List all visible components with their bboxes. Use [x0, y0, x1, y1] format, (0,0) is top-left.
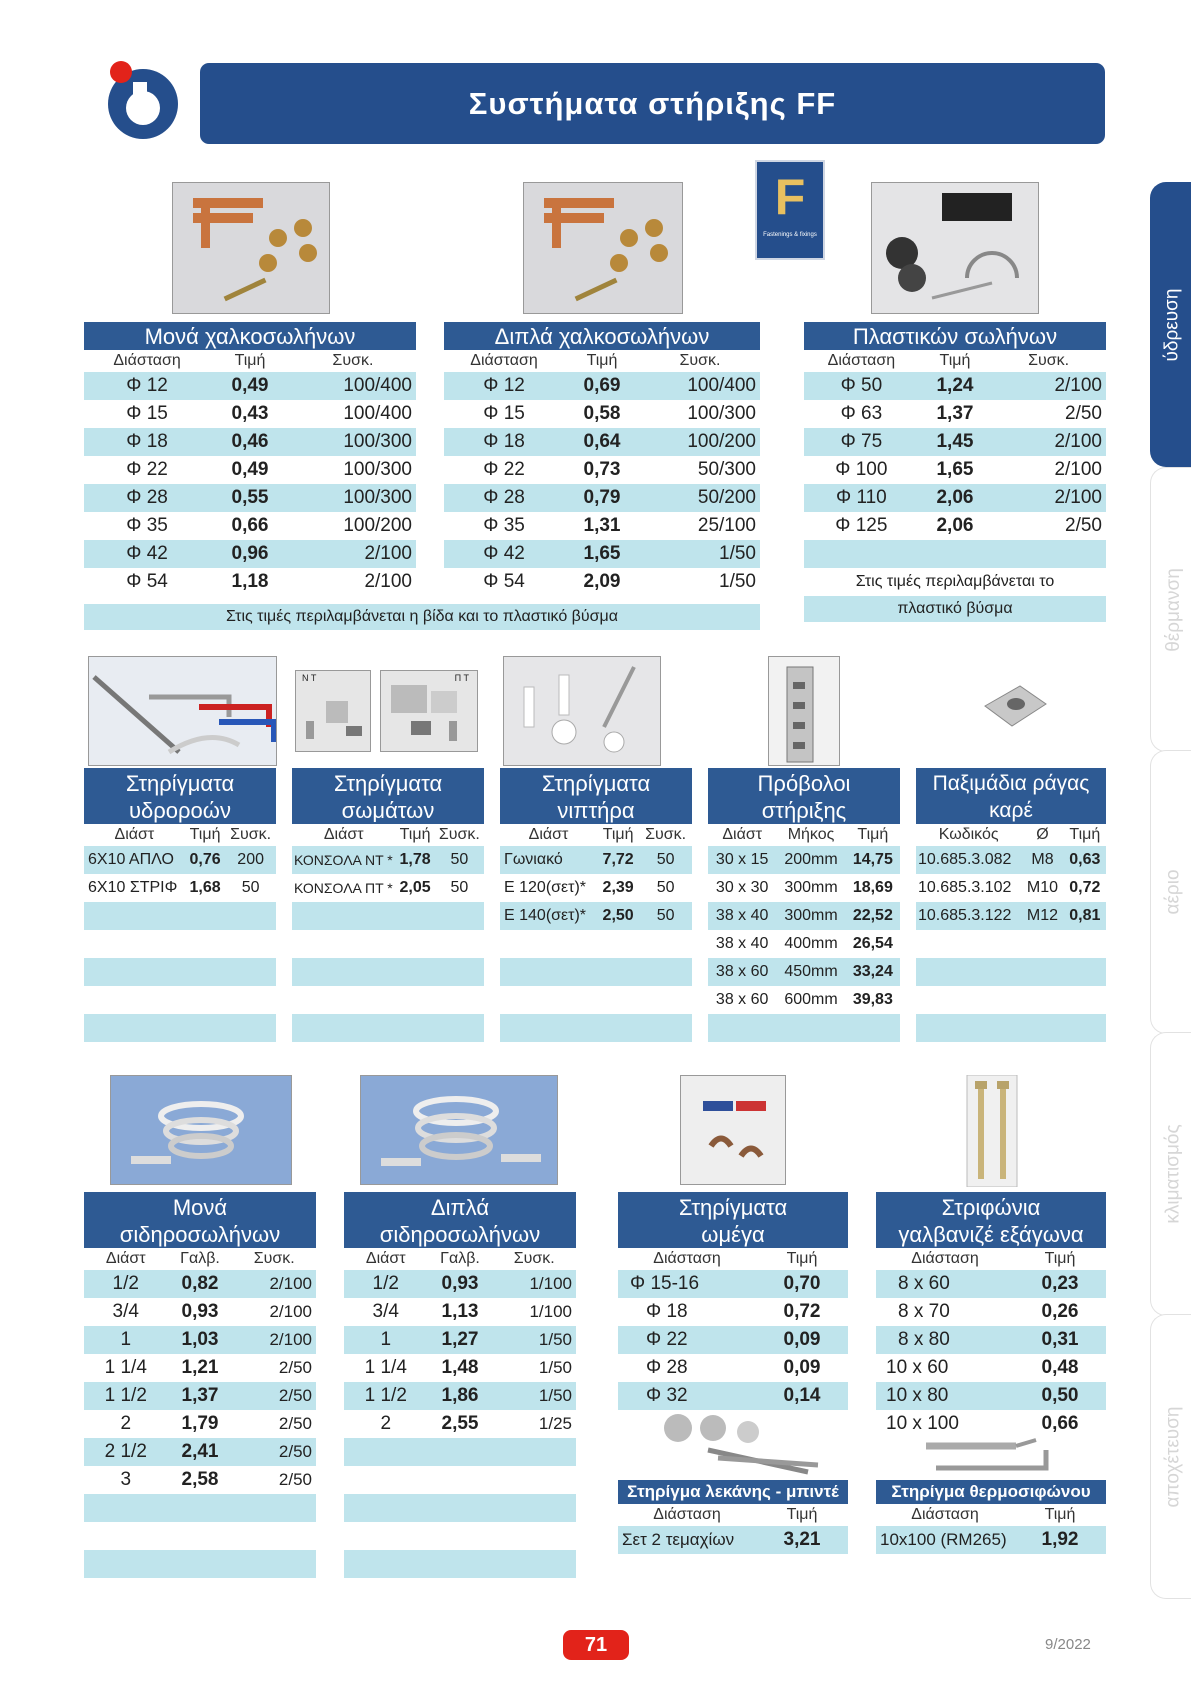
table-row: Φ 75 1,45 2/100	[804, 428, 1106, 456]
table-omega	[618, 1192, 848, 1554]
col-header: Διάσταση	[113, 352, 181, 369]
edition-date: 9/2022	[1045, 1636, 1091, 1653]
table-title: Μονά χαλκοσωλήνων	[84, 322, 416, 350]
col-header: Διάστ	[365, 1250, 406, 1267]
table-row-empty	[804, 540, 1106, 568]
double-iron-clamp-photo	[360, 1075, 558, 1185]
table-title: Στριφώνια γαλβανιζέ εξάγωνα	[876, 1192, 1106, 1248]
gutter-bracket-photo	[88, 656, 277, 766]
col-header: Διάστ	[722, 826, 763, 843]
table-title: Πλαστικών σωλήνων	[804, 322, 1106, 350]
col-header: Συσκ.	[513, 1250, 555, 1267]
table-row: 3 2,58 2/50	[120, 1469, 312, 1490]
table-paximadia	[916, 768, 1106, 1042]
col-header: Τιμή	[602, 826, 634, 843]
col-header: Τιμή	[1069, 826, 1101, 843]
double-copper-clamp-photo	[523, 182, 683, 314]
table-row: Φ 50 1,24 2/100	[804, 372, 1106, 400]
table-row: Φ 22 0,73 50/300	[483, 459, 756, 480]
col-header: Τιμή	[857, 826, 889, 843]
table-row: 1/2 0,82 2/100	[84, 1270, 316, 1298]
table-row: 1 1/2 1,37 2/50	[84, 1382, 316, 1410]
table-mona-sidirosolinon	[84, 1192, 316, 1578]
radiator-bracket-nt-photo: Ν Τ	[295, 670, 371, 752]
table-row: 38 x 60 450mm 33,24	[708, 958, 900, 986]
table-row: 30 x 30 300mm 18,69	[715, 879, 893, 896]
col-header: Διάστ	[528, 826, 569, 843]
table-row: Φ 15 0,58 100/300	[483, 403, 756, 424]
table-row: 2 1,79 2/50	[120, 1413, 312, 1434]
water-heater-bracket-title: Στηρίγμα θερμοσιφώνου	[876, 1480, 1106, 1504]
col-header: Τιμή	[1044, 1506, 1076, 1523]
col-header: Τιμή	[234, 352, 266, 369]
table-provoloi	[708, 768, 900, 1042]
col-header: Τιμή	[786, 1250, 818, 1267]
side-tab-apoxeteusi[interactable]: αποχέτευση	[1150, 1314, 1191, 1599]
plastic-pipe-clamp-photo	[871, 182, 1039, 314]
table-title: Στηρίγματα ωμέγα	[618, 1192, 848, 1248]
table-strifonia	[876, 1192, 1106, 1554]
col-header: Διάστ	[114, 826, 155, 843]
table-row: Φ 28 0,55 100/300	[84, 484, 416, 512]
col-header: Ø	[1036, 826, 1049, 843]
table-row: 10.685.3.082 M8 0,63	[916, 846, 1106, 874]
table-row: 2 1/2 2,41 2/50	[84, 1438, 316, 1466]
col-header: Συσκ.	[679, 352, 721, 369]
sink-bracket-photo	[503, 656, 661, 766]
col-header: Συσκ.	[438, 826, 480, 843]
table-row: Φ 110 2,06 2/100	[804, 484, 1106, 512]
col-header: Τιμή	[786, 1506, 818, 1523]
side-tab-ydreusi[interactable]: ύδρευση	[1150, 182, 1191, 467]
col-header: Συσκ.	[230, 826, 272, 843]
table-title: Στηρίγματα υδροροών	[84, 768, 276, 824]
table-dipla-xalkosolinon	[444, 322, 760, 596]
table-row: Φ 12 0,49 100/400	[84, 372, 416, 400]
plastic-note-line2: πλαστικό βύσμα	[804, 596, 1106, 622]
table-row: 2 2,55 1/25	[380, 1413, 572, 1434]
col-header: Γαλβ.	[440, 1250, 480, 1267]
table-row: Φ 54 2,09 1/50	[483, 571, 756, 592]
table-row: 3/4 1,13 1/100	[372, 1301, 572, 1322]
col-header: Διάσταση	[653, 1250, 721, 1267]
side-tab-klimatismos[interactable]: κλιματισμός	[1150, 1032, 1191, 1316]
table-row: 1 1/4 1,21 2/50	[104, 1357, 312, 1378]
col-header: Κωδικός	[938, 826, 999, 843]
table-row: 1 1/2 1,86 1/50	[344, 1382, 576, 1410]
ff-brand-logo: F Fastenings & fixings	[755, 160, 825, 260]
table-row: 3/4 0,93 2/100	[112, 1301, 312, 1322]
table-row: Φ 28 0,09	[646, 1357, 821, 1378]
table-row: 1 1,03 2/100	[84, 1326, 316, 1354]
table-row: 1/2 0,93 1/100	[344, 1270, 576, 1298]
table-row: Φ 12 0,69 100/400	[444, 372, 760, 400]
cantilever-rail-photo	[768, 656, 840, 766]
table-ydroroon	[84, 768, 276, 1042]
table-title: Διπλά χαλκοσωλήνων	[444, 322, 760, 350]
table-title: Μονά σιδηροσωλήνων	[84, 1192, 316, 1248]
col-header: Συσκ.	[645, 826, 687, 843]
table-title: Στηρίγματα σωμάτων	[292, 768, 484, 824]
plastic-note-line1: Στις τιμές περιλαμβάνεται το	[855, 573, 1055, 590]
table-row: Γωνιακό 7,72 50	[500, 846, 692, 874]
col-header: Διάσταση	[653, 1506, 721, 1523]
table-row: 1 1,27 1/50	[344, 1326, 576, 1354]
toilet-bracket-title: Στηρίγμα λεκάνης - μπιντέ	[618, 1480, 848, 1504]
page-number: 71	[563, 1630, 629, 1660]
table-title: Στηρίγματα νιπτήρα	[500, 768, 692, 824]
omega-bracket-photo	[680, 1075, 786, 1185]
col-header: Τιμή	[939, 352, 971, 369]
table-row: 10x100 (RM265) 1,92	[876, 1526, 1106, 1554]
table-row: ΚΟΝΣΟΛΑ ΝΤ * 1,78 50	[292, 846, 484, 874]
table-plastikon-solinon	[804, 322, 1106, 622]
table-row: ΚΟΝΣΟΛΑ ΠΤ * 2,05 50	[294, 879, 469, 896]
table-row: Φ 22 0,09	[618, 1326, 848, 1354]
col-header: Συσκ.	[332, 352, 374, 369]
table-mona-xalkosolinon	[84, 322, 416, 596]
page-title: Συστήματα στήριξης FF	[200, 63, 1105, 144]
table-row: Ε 120(σετ)* 2,39 50	[504, 879, 675, 896]
table-row: Φ 63 1,37 2/50	[840, 403, 1102, 424]
table-row: 10 x 80 0,50	[876, 1382, 1106, 1410]
table-row: Φ 42 0,96 2/100	[84, 540, 416, 568]
table-row: Φ 125 2,06 2/50	[835, 515, 1102, 536]
col-header: Τιμή	[586, 352, 618, 369]
table-row: Φ 35 0,66 100/200	[126, 515, 412, 536]
table-dipla-sidirosolinon	[344, 1192, 576, 1578]
table-row: Φ 15 0,43 100/400	[126, 403, 412, 424]
table-row: Φ 100 1,65 2/100	[835, 459, 1102, 480]
table-row: 38 x 60 600mm 39,83	[715, 991, 893, 1008]
table-row: Φ 22 0,49 100/300	[126, 459, 412, 480]
single-iron-clamp-photo	[110, 1075, 292, 1185]
table-row: Φ 15-16 0,70	[618, 1270, 848, 1298]
table-niptira	[500, 768, 692, 1042]
copper-clamp-photo	[172, 182, 330, 314]
col-header: Διάσταση	[911, 1250, 979, 1267]
table-row: 10.685.3.102 M10 0,72	[918, 879, 1101, 896]
hex-screw-photo	[965, 1075, 1019, 1187]
table-row: Φ 32 0,14	[618, 1382, 848, 1410]
col-header: Διάστ	[105, 1250, 146, 1267]
toilet-bracket-photo	[618, 1410, 848, 1480]
radiator-bracket-pt-photo: Π Τ	[380, 670, 478, 752]
xalko-price-note: Στις τιμές περιλαμβάνεται η βίδα και το πλαστικό βύσμα	[84, 604, 760, 630]
col-header: Μήκος	[787, 826, 835, 843]
table-row: 10.685.3.122 M12 0,81	[916, 902, 1106, 930]
rail-nut-photo	[980, 676, 1050, 736]
table-row: 1 1/4 1,48 1/50	[364, 1357, 572, 1378]
table-row: 8 x 70 0,26	[898, 1301, 1079, 1322]
table-row: Φ 42 1,65 1/50	[444, 540, 760, 568]
col-header: Διάσταση	[911, 1506, 979, 1523]
table-title: Παξιμάδια ράγας καρέ	[916, 768, 1106, 824]
col-header: Τιμή	[1044, 1250, 1076, 1267]
table-title: Πρόβολοι στήριξης	[708, 768, 900, 824]
table-row: 8 x 80 0,31	[876, 1326, 1106, 1354]
col-header: Διάσταση	[470, 352, 538, 369]
col-header: Τιμή	[189, 826, 221, 843]
table-row: Φ 18 0,64 100/200	[444, 428, 760, 456]
col-header: Διάστ	[323, 826, 364, 843]
table-row: 6Χ10 ΣΤΡΙΦ 1,68 50	[88, 879, 260, 896]
table-row: Ε 140(σετ)* 2,50 50	[500, 902, 692, 930]
table-title: Διπλά σιδηροσωλήνων	[344, 1192, 576, 1248]
col-header: Συσκ.	[1028, 352, 1070, 369]
col-header: Συσκ.	[253, 1250, 295, 1267]
side-tab-aerio[interactable]: αέριο	[1150, 750, 1191, 1034]
table-row: Φ 18 0,46 100/300	[84, 428, 416, 456]
table-row: 10 x 60 0,48	[886, 1357, 1079, 1378]
table-row: 8 x 60 0,23	[876, 1270, 1106, 1298]
water-heater-bracket-photo	[876, 1438, 1106, 1480]
col-header: Διάσταση	[827, 352, 896, 369]
col-header: Γαλβ.	[180, 1250, 220, 1267]
table-row: 38 x 40 300mm 22,52	[708, 902, 900, 930]
col-header: Τιμή	[399, 826, 431, 843]
table-row: 30 x 15 200mm 14,75	[708, 846, 900, 874]
company-logo	[103, 60, 181, 140]
table-row: 6Χ10 ΑΠΛΟ 0,76 200	[84, 846, 276, 874]
table-row: 10 x 100 0,66	[886, 1413, 1079, 1434]
table-row: 38 x 40 400mm 26,54	[715, 935, 893, 952]
table-row: Φ 54 1,18 2/100	[126, 571, 412, 592]
table-row: Φ 18 0,72	[646, 1301, 821, 1322]
side-tab-thermansi[interactable]: θέρμανση	[1150, 467, 1191, 752]
table-row: Φ 35 1,31 25/100	[483, 515, 756, 536]
table-somaton	[292, 768, 484, 1042]
table-row: Φ 28 0,79 50/200	[444, 484, 760, 512]
table-row: Σετ 2 τεμαχίων 3,21	[618, 1526, 848, 1554]
